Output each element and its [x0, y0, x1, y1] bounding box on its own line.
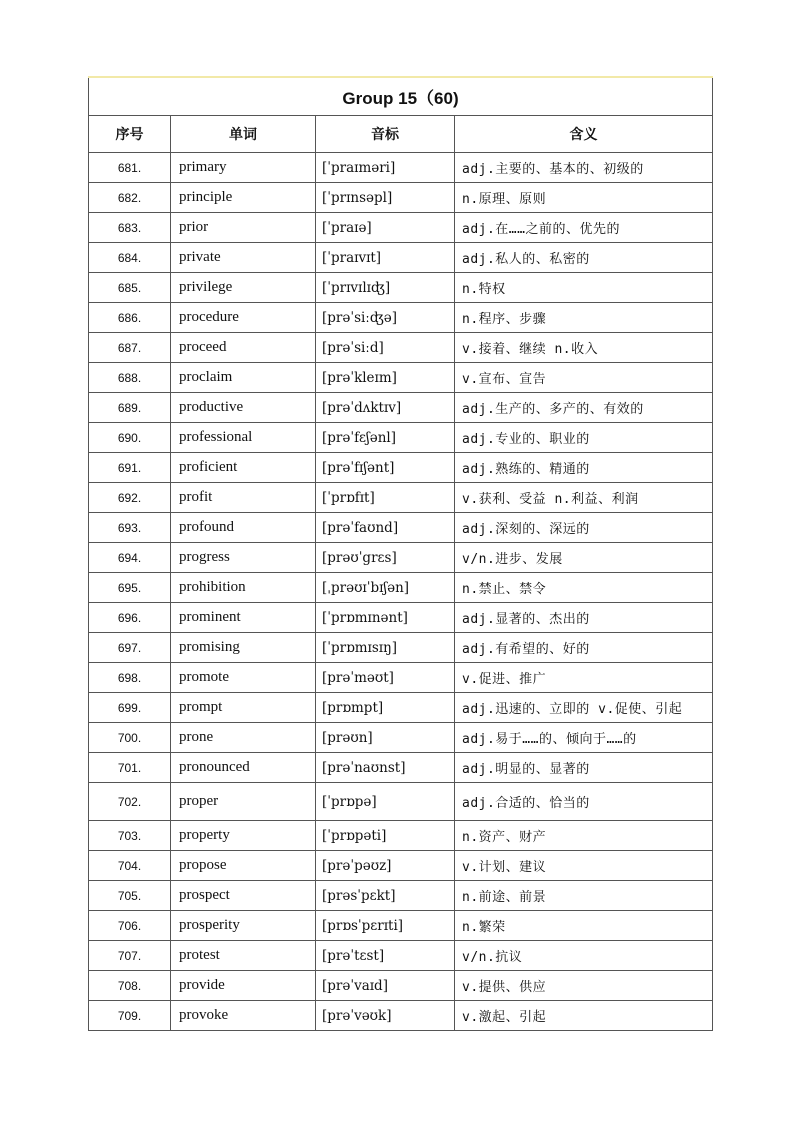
entry-phonetic: [prəsˈpɛkt] — [316, 881, 455, 911]
entry-number: 709. — [89, 1001, 171, 1031]
entry-meaning: adj.深刻的、深远的 — [455, 513, 713, 543]
entry-word: prominent — [171, 603, 316, 633]
entry-number: 684. — [89, 243, 171, 273]
table-row — [89, 393, 713, 423]
entry-number: 708. — [89, 971, 171, 1001]
table-row — [89, 971, 713, 1001]
table-row — [89, 483, 713, 513]
entry-phonetic: [prəˈsiːd] — [316, 333, 455, 363]
entry-meaning: v.计划、建议 — [455, 851, 713, 881]
entry-number: 701. — [89, 753, 171, 783]
table-row — [89, 513, 713, 543]
header-row — [89, 116, 713, 153]
table-row — [89, 183, 713, 213]
title-row — [89, 77, 713, 116]
table-row — [89, 753, 713, 783]
entry-number: 685. — [89, 273, 171, 303]
table-row — [89, 693, 713, 723]
entry-phonetic: [prəʊˈgrɛs] — [316, 543, 455, 573]
entry-meaning: adj.合适的、恰当的 — [455, 783, 713, 821]
entry-number: 704. — [89, 851, 171, 881]
entry-meaning: n.原理、原则 — [455, 183, 713, 213]
table-row — [89, 453, 713, 483]
entry-word: prior — [171, 213, 316, 243]
entry-phonetic: [ˈprɒfɪt] — [316, 483, 455, 513]
entry-meaning: adj.易于……的、倾向于……的 — [455, 723, 713, 753]
entry-word: pronounced — [171, 753, 316, 783]
entry-phonetic: [prəˈnaʊnst] — [316, 753, 455, 783]
entry-word: property — [171, 821, 316, 851]
entry-phonetic: [prəˈvəʊk] — [316, 1001, 455, 1031]
entry-meaning: adj.专业的、职业的 — [455, 423, 713, 453]
vocab-table — [88, 76, 713, 1031]
entry-number: 707. — [89, 941, 171, 971]
entry-number: 690. — [89, 423, 171, 453]
entry-phonetic: [prəˈməʊt] — [316, 663, 455, 693]
entry-word: promote — [171, 663, 316, 693]
table-row — [89, 573, 713, 603]
entry-phonetic: [ˌprəʊɪˈbɪʃən] — [316, 573, 455, 603]
entry-number: 694. — [89, 543, 171, 573]
entry-phonetic: [ˈprɪvɪlɪʤ] — [316, 273, 455, 303]
table-row — [89, 1001, 713, 1031]
entry-meaning: adj.明显的、显著的 — [455, 753, 713, 783]
entry-word: primary — [171, 153, 316, 183]
entry-phonetic: [prɒmpt] — [316, 693, 455, 723]
entry-phonetic: [ˈpraɪvɪt] — [316, 243, 455, 273]
entry-phonetic: [prəˈvaɪd] — [316, 971, 455, 1001]
entry-meaning: adj.显著的、杰出的 — [455, 603, 713, 633]
entry-meaning: v.接着、继续 n.收入 — [455, 333, 713, 363]
entry-meaning: v/n.进步、发展 — [455, 543, 713, 573]
entry-word: professional — [171, 423, 316, 453]
entry-phonetic: [prəˈfɪʃənt] — [316, 453, 455, 483]
entry-phonetic: [prəˈfɛʃənl] — [316, 423, 455, 453]
table-row — [89, 723, 713, 753]
table-row — [89, 663, 713, 693]
table-row — [89, 851, 713, 881]
entry-meaning: v.激起、引起 — [455, 1001, 713, 1031]
entry-number: 683. — [89, 213, 171, 243]
entry-meaning: n.前途、前景 — [455, 881, 713, 911]
entry-meaning: adj.有希望的、好的 — [455, 633, 713, 663]
entry-meaning: v.宣布、宣告 — [455, 363, 713, 393]
entry-word: progress — [171, 543, 316, 573]
entry-meaning: n.特权 — [455, 273, 713, 303]
entry-phonetic: [prəʊn] — [316, 723, 455, 753]
entry-meaning: v/n.抗议 — [455, 941, 713, 971]
entry-number: 695. — [89, 573, 171, 603]
entry-meaning: v.获利、受益 n.利益、利润 — [455, 483, 713, 513]
entry-meaning: adj.在……之前的、优先的 — [455, 213, 713, 243]
entry-number: 698. — [89, 663, 171, 693]
table-row — [89, 243, 713, 273]
entry-meaning: v.提供、供应 — [455, 971, 713, 1001]
table-row — [89, 603, 713, 633]
entry-word: productive — [171, 393, 316, 423]
entry-word: prompt — [171, 693, 316, 723]
table-row — [89, 911, 713, 941]
table-row — [89, 821, 713, 851]
entry-number: 699. — [89, 693, 171, 723]
entry-word: privilege — [171, 273, 316, 303]
table-row — [89, 153, 713, 183]
entry-word: profit — [171, 483, 316, 513]
entry-number: 682. — [89, 183, 171, 213]
entry-number: 691. — [89, 453, 171, 483]
header-meaning: 含义 — [455, 116, 713, 153]
entry-phonetic: [ˈpraɪə] — [316, 213, 455, 243]
entry-number: 700. — [89, 723, 171, 753]
entry-meaning: n.资产、财产 — [455, 821, 713, 851]
entry-meaning: n.繁荣 — [455, 911, 713, 941]
entry-number: 697. — [89, 633, 171, 663]
entry-phonetic: [prəˈfaʊnd] — [316, 513, 455, 543]
entry-meaning: n.禁止、禁令 — [455, 573, 713, 603]
entry-word: procedure — [171, 303, 316, 333]
entry-phonetic: [prəˈkleɪm] — [316, 363, 455, 393]
entry-phonetic: [prəˈdʌktɪv] — [316, 393, 455, 423]
table-row — [89, 213, 713, 243]
entry-phonetic: [ˈprɒpə] — [316, 783, 455, 821]
entry-word: prone — [171, 723, 316, 753]
entry-word: prospect — [171, 881, 316, 911]
group-title: Group 15（60) — [89, 77, 713, 116]
header-word: 单词 — [171, 116, 316, 153]
entry-meaning: adj.主要的、基本的、初级的 — [455, 153, 713, 183]
table-row — [89, 543, 713, 573]
entry-word: proficient — [171, 453, 316, 483]
entry-meaning: v.促进、推广 — [455, 663, 713, 693]
entry-word: provide — [171, 971, 316, 1001]
entry-number: 706. — [89, 911, 171, 941]
entry-word: private — [171, 243, 316, 273]
entry-phonetic: [ˈprɒmɪnənt] — [316, 603, 455, 633]
entry-number: 696. — [89, 603, 171, 633]
entry-word: profound — [171, 513, 316, 543]
entry-number: 702. — [89, 783, 171, 821]
entry-meaning: n.程序、步骤 — [455, 303, 713, 333]
entry-word: proclaim — [171, 363, 316, 393]
entry-phonetic: [ˈprɒpəti] — [316, 821, 455, 851]
entry-number: 687. — [89, 333, 171, 363]
table-row — [89, 423, 713, 453]
entry-meaning: adj.生产的、多产的、有效的 — [455, 393, 713, 423]
entry-number: 689. — [89, 393, 171, 423]
entry-phonetic: [ˈprɒmɪsɪŋ] — [316, 633, 455, 663]
entry-word: promising — [171, 633, 316, 663]
entry-meaning: adj.私人的、私密的 — [455, 243, 713, 273]
entry-number: 688. — [89, 363, 171, 393]
table-row — [89, 633, 713, 663]
entry-word: principle — [171, 183, 316, 213]
entry-number: 705. — [89, 881, 171, 911]
entry-phonetic: [prəˈtɛst] — [316, 941, 455, 971]
entry-meaning: adj.熟练的、精通的 — [455, 453, 713, 483]
table-row — [89, 941, 713, 971]
entry-word: proceed — [171, 333, 316, 363]
entry-phonetic: [prɒsˈpɛrɪti] — [316, 911, 455, 941]
entry-word: prohibition — [171, 573, 316, 603]
entry-number: 681. — [89, 153, 171, 183]
entry-number: 703. — [89, 821, 171, 851]
entry-number: 693. — [89, 513, 171, 543]
entry-word: protest — [171, 941, 316, 971]
entry-word: propose — [171, 851, 316, 881]
header-ipa: 音标 — [316, 116, 455, 153]
entry-phonetic: [prəˈpəʊz] — [316, 851, 455, 881]
table-row — [89, 881, 713, 911]
entry-phonetic: [ˈprɪnsəpl] — [316, 183, 455, 213]
entry-number: 692. — [89, 483, 171, 513]
table-row — [89, 273, 713, 303]
entry-phonetic: [prəˈsiːʤə] — [316, 303, 455, 333]
header-num: 序号 — [89, 116, 171, 153]
table-row — [89, 363, 713, 393]
entry-word: proper — [171, 783, 316, 821]
entry-word: prosperity — [171, 911, 316, 941]
table-row — [89, 783, 713, 821]
entry-number: 686. — [89, 303, 171, 333]
entry-phonetic: [ˈpraɪməri] — [316, 153, 455, 183]
entry-word: provoke — [171, 1001, 316, 1031]
table-row — [89, 333, 713, 363]
entry-meaning: adj.迅速的、立即的 v.促使、引起 — [455, 693, 713, 723]
table-row — [89, 303, 713, 333]
